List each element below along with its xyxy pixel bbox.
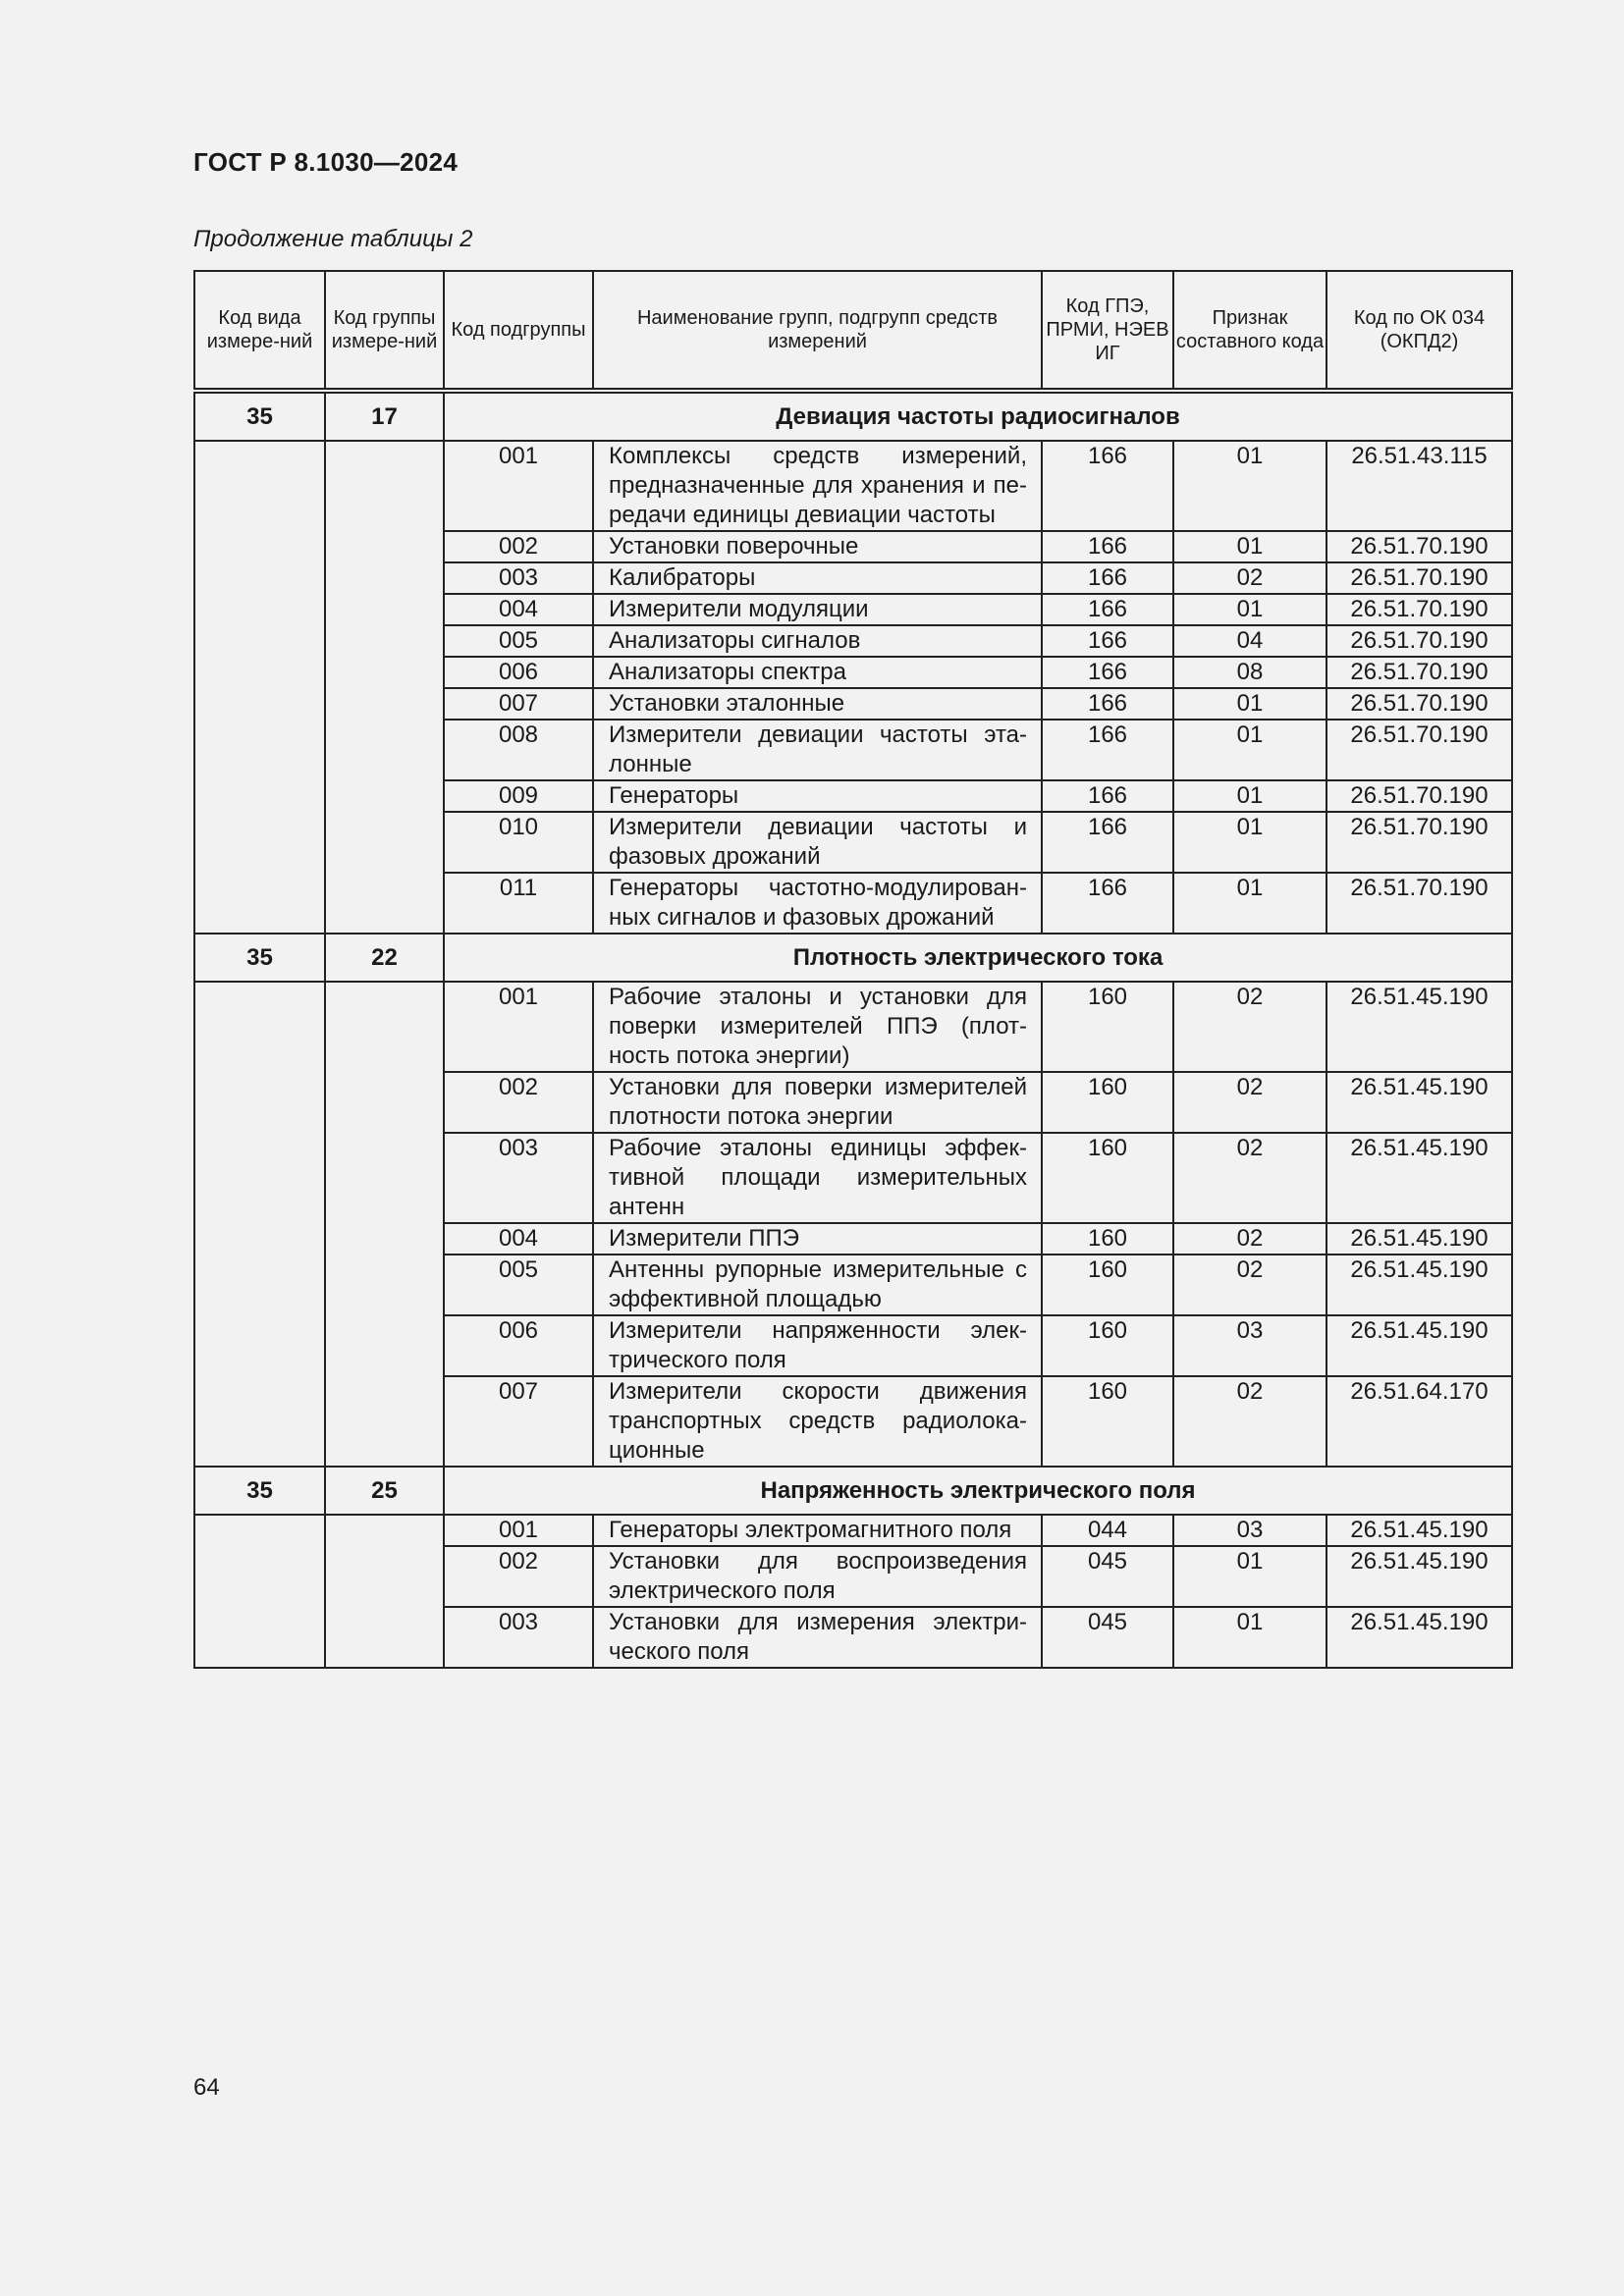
subgroup-code: 005	[444, 1255, 593, 1315]
col-header-kind: Код вида измере-ний	[194, 271, 325, 391]
okpd-code: 26.51.45.190	[1326, 1255, 1512, 1315]
gpe-code: 166	[1042, 657, 1173, 688]
composite-sign: 02	[1173, 1072, 1326, 1133]
subgroup-code: 007	[444, 688, 593, 720]
composite-sign: 01	[1173, 720, 1326, 780]
document-title: ГОСТ Р 8.1030—2024	[193, 147, 459, 177]
item-name: Измерители девиации частоты и фазовых дрожаний	[593, 812, 1042, 873]
okpd-code: 26.51.43.115	[1326, 441, 1512, 531]
page-number: 64	[193, 2074, 220, 2101]
composite-sign: 01	[1173, 1607, 1326, 1668]
okpd-code: 26.51.45.190	[1326, 1315, 1512, 1376]
subgroup-code: 006	[444, 1315, 593, 1376]
gpe-code: 044	[1042, 1515, 1173, 1546]
okpd-code: 26.51.45.190	[1326, 1515, 1512, 1546]
composite-sign: 01	[1173, 873, 1326, 934]
item-name: Рабочие эталоны и установки для поверки измерителей ППЭ (плот-ность потока энергии)	[593, 982, 1042, 1072]
group-row	[194, 1467, 1512, 1515]
gpe-code: 160	[1042, 1255, 1173, 1315]
item-name: Измерители скорости движения транспортных средств радиолока-ционные	[593, 1376, 1042, 1467]
okpd-code: 26.51.70.190	[1326, 625, 1512, 657]
gpe-code: 166	[1042, 594, 1173, 625]
gpe-code: 166	[1042, 812, 1173, 873]
subgroup-code: 008	[444, 720, 593, 780]
blank-group-cell	[325, 982, 444, 1467]
subgroup-code: 005	[444, 625, 593, 657]
gpe-code: 166	[1042, 562, 1173, 594]
okpd-code: 26.51.45.190	[1326, 1072, 1512, 1133]
composite-sign: 03	[1173, 1315, 1326, 1376]
composite-sign: 02	[1173, 1255, 1326, 1315]
subgroup-code: 001	[444, 441, 593, 531]
okpd-code: 26.51.45.190	[1326, 1546, 1512, 1607]
gpe-code: 045	[1042, 1546, 1173, 1607]
subgroup-code: 004	[444, 1223, 593, 1255]
col-header-subgroup: Код подгруппы	[444, 271, 593, 391]
item-name: Измерители ППЭ	[593, 1223, 1042, 1255]
group-row	[194, 391, 1512, 441]
group-kind-code: 35	[194, 391, 325, 441]
composite-sign: 01	[1173, 441, 1326, 531]
subgroup-code: 003	[444, 562, 593, 594]
subgroup-code: 001	[444, 1515, 593, 1546]
composite-sign: 01	[1173, 780, 1326, 812]
okpd-code: 26.51.70.190	[1326, 780, 1512, 812]
gpe-code: 166	[1042, 531, 1173, 562]
item-name: Калибраторы	[593, 562, 1042, 594]
blank-kind-cell	[194, 982, 325, 1467]
composite-sign: 01	[1173, 1546, 1326, 1607]
table-caption: Продолжение таблицы 2	[193, 226, 473, 252]
item-name: Комплексы средств измерений, предназначенные для хранения и пе-редачи единицы девиации частоты	[593, 441, 1042, 531]
okpd-code: 26.51.70.190	[1326, 873, 1512, 934]
group-code: 22	[325, 934, 444, 982]
item-name: Измерители модуляции	[593, 594, 1042, 625]
item-name: Измерители напряженности элек-трического поля	[593, 1315, 1042, 1376]
group-kind-code: 35	[194, 934, 325, 982]
gpe-code: 166	[1042, 441, 1173, 531]
composite-sign: 04	[1173, 625, 1326, 657]
group-title: Напряженность электрического поля	[444, 1467, 1512, 1515]
item-name: Рабочие эталоны единицы эффек-тивной площади измерительных антенн	[593, 1133, 1042, 1223]
gpe-code: 166	[1042, 625, 1173, 657]
item-name: Генераторы электромагнитного поля	[593, 1515, 1042, 1546]
subgroup-code: 003	[444, 1133, 593, 1223]
composite-sign: 01	[1173, 531, 1326, 562]
subgroup-code: 011	[444, 873, 593, 934]
subgroup-code: 002	[444, 531, 593, 562]
col-header-okpd: Код по ОК 034 (ОКПД2)	[1326, 271, 1512, 391]
composite-sign: 02	[1173, 1133, 1326, 1223]
okpd-code: 26.51.70.190	[1326, 562, 1512, 594]
composite-sign: 08	[1173, 657, 1326, 688]
gpe-code: 160	[1042, 1315, 1173, 1376]
okpd-code: 26.51.64.170	[1326, 1376, 1512, 1467]
okpd-code: 26.51.70.190	[1326, 657, 1512, 688]
composite-sign: 02	[1173, 562, 1326, 594]
subgroup-code: 002	[444, 1072, 593, 1133]
okpd-code: 26.51.45.190	[1326, 1607, 1512, 1668]
composite-sign: 03	[1173, 1515, 1326, 1546]
gpe-code: 166	[1042, 720, 1173, 780]
subgroup-code: 007	[444, 1376, 593, 1467]
composite-sign: 01	[1173, 594, 1326, 625]
gpe-code: 160	[1042, 1223, 1173, 1255]
item-name: Установки поверочные	[593, 531, 1042, 562]
col-header-name: Наименование групп, подгрупп средств измерений	[593, 271, 1042, 391]
subgroup-code: 002	[444, 1546, 593, 1607]
table-row	[194, 441, 1512, 531]
gpe-code: 160	[1042, 1376, 1173, 1467]
group-row	[194, 934, 1512, 982]
item-name: Установки для поверки измерителей плотности потока энергии	[593, 1072, 1042, 1133]
item-name: Установки для воспроизведения электрического поля	[593, 1546, 1042, 1607]
item-name: Установки для измерения электри-ческого поля	[593, 1607, 1042, 1668]
table-row	[194, 982, 1512, 1072]
gpe-code: 045	[1042, 1607, 1173, 1668]
gpe-code: 166	[1042, 780, 1173, 812]
okpd-code: 26.51.45.190	[1326, 982, 1512, 1072]
composite-sign: 02	[1173, 1223, 1326, 1255]
item-name: Анализаторы сигналов	[593, 625, 1042, 657]
okpd-code: 26.51.45.190	[1326, 1133, 1512, 1223]
group-code: 17	[325, 391, 444, 441]
subgroup-code: 003	[444, 1607, 593, 1668]
composite-sign: 02	[1173, 982, 1326, 1072]
col-header-gpe: Код ГПЭ, ПРМИ, НЭЕВ ИГ	[1042, 271, 1173, 391]
group-title: Девиация частоты радиосигналов	[444, 391, 1512, 441]
okpd-code: 26.51.45.190	[1326, 1223, 1512, 1255]
composite-sign: 02	[1173, 1376, 1326, 1467]
subgroup-code: 009	[444, 780, 593, 812]
col-header-group: Код группы измере-ний	[325, 271, 444, 391]
group-code: 25	[325, 1467, 444, 1515]
group-title: Плотность электрического тока	[444, 934, 1512, 982]
gpe-code: 160	[1042, 982, 1173, 1072]
item-name: Измерители девиации частоты эта-лонные	[593, 720, 1042, 780]
item-name: Генераторы частотно-модулирован-ных сигналов и фазовых дрожаний	[593, 873, 1042, 934]
okpd-code: 26.51.70.190	[1326, 594, 1512, 625]
classification-table	[193, 270, 1513, 1669]
gpe-code: 166	[1042, 688, 1173, 720]
subgroup-code: 010	[444, 812, 593, 873]
col-header-sign: Признак составного кода	[1173, 271, 1326, 391]
gpe-code: 160	[1042, 1133, 1173, 1223]
composite-sign: 01	[1173, 812, 1326, 873]
gpe-code: 166	[1042, 873, 1173, 934]
okpd-code: 26.51.70.190	[1326, 531, 1512, 562]
composite-sign: 01	[1173, 688, 1326, 720]
item-name: Анализаторы спектра	[593, 657, 1042, 688]
item-name: Антенны рупорные измерительные с эффективной площадью	[593, 1255, 1042, 1315]
blank-group-cell	[325, 1515, 444, 1668]
gpe-code: 160	[1042, 1072, 1173, 1133]
subgroup-code: 001	[444, 982, 593, 1072]
item-name: Установки эталонные	[593, 688, 1042, 720]
item-name: Генераторы	[593, 780, 1042, 812]
blank-kind-cell	[194, 1515, 325, 1668]
okpd-code: 26.51.70.190	[1326, 720, 1512, 780]
blank-kind-cell	[194, 441, 325, 934]
group-kind-code: 35	[194, 1467, 325, 1515]
blank-group-cell	[325, 441, 444, 934]
subgroup-code: 004	[444, 594, 593, 625]
table-header-row	[194, 271, 1512, 391]
table-row	[194, 1515, 1512, 1546]
okpd-code: 26.51.70.190	[1326, 812, 1512, 873]
okpd-code: 26.51.70.190	[1326, 688, 1512, 720]
subgroup-code: 006	[444, 657, 593, 688]
